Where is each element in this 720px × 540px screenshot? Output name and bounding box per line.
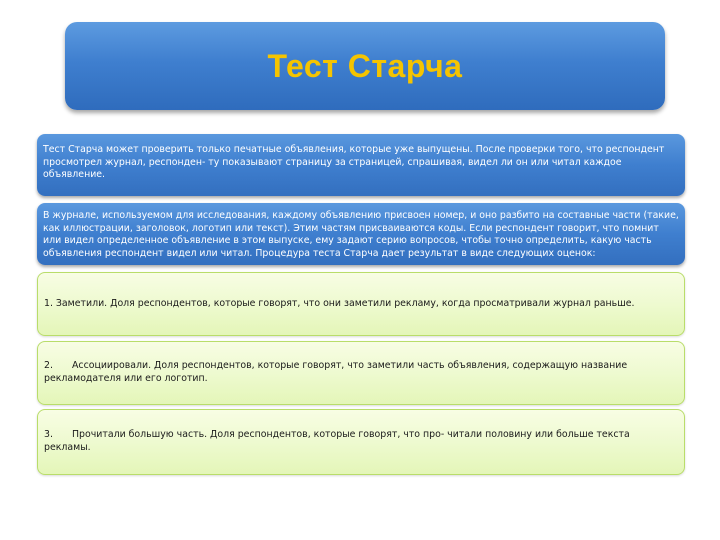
intro-paragraph-box (37, 134, 685, 196)
slide-title: Тест Старча (267, 47, 463, 84)
score-item-noted-text: 1. Заметили. Доля респондентов, которые говорят, что они заметили рекламу, когда просматривали журнал раньше. (44, 297, 635, 309)
score-item-associated (37, 341, 685, 405)
score-item-associated-text: Ассоциировали. Доля респондентов, которые говорят, что заметили часть объявления, содержащую название рекламодателя или его логотип. (44, 360, 628, 384)
score-item-read-most (37, 409, 685, 475)
score-item-associated-body (44, 360, 678, 385)
method-paragraph-box (37, 203, 685, 265)
score-item-associated-number: 2. (44, 360, 53, 372)
score-item-read-most-body (44, 429, 678, 454)
score-item-read-most-number: 3. (44, 429, 53, 441)
intro-paragraph-text: Тест Старча может проверить только печатные объявления, которые уже выпущены. После проверки того, что респондент просмотрел журнал, респонден- ту показывают страницу за страницей, спрашивая, видел ли он или читал каждое объявление. (43, 144, 665, 181)
method-paragraph-text: В журнале, используемом для исследования, каждому объявлению присвоен номер, и оно разбито на составные части (такие, как иллюстрации, заголовок, логотип или текст). Этим частям присваиваются коды. Если респондент говорит, что помнит или видел определенное объявление в этом выпуске, ему задают серию вопросов, чтобы точно определить, какую часть объявления респондент видел или читал. Процедура теста Старча дает результат в виде следующих оценок: (43, 210, 679, 259)
score-item-read-most-text: Прочитали большую часть. Доля респондентов, которые говорят, что про- читали половину или больше текста рекламы. (44, 429, 630, 453)
title-banner (65, 22, 665, 110)
score-item-noted (37, 272, 685, 336)
